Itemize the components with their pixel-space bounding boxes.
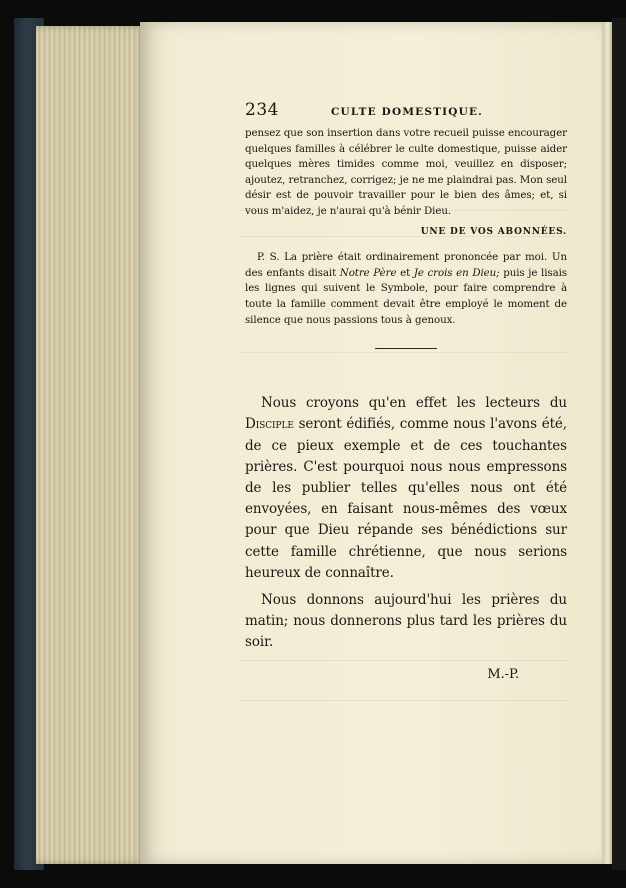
bleed-through-line <box>240 700 570 701</box>
editorial-paragraph-2: Nous donnons aujourd'hui les prières du matin; nous donnerons plus tard les prières du soir. <box>245 591 567 651</box>
editorial-signature: M.-P. <box>487 666 519 682</box>
running-title: CULTE DOMESTIQUE. <box>330 106 484 118</box>
editorial-text: seront édifiés, comme nous l'avons été, de ce pieux exemple et de ces touchantes prières. C'est pourquoi nous nous empressons de les publier telles qu'elles nous ont été envoyées, en faisant nous-mêmes des vœux pour que Dieu répande ses bénédictions sur cette famille chrétienne, que nous serions heureux de connaître. <box>245 416 567 581</box>
page-edges <box>36 26 146 864</box>
journal-name: Disciple <box>245 416 294 433</box>
page-content <box>245 100 567 685</box>
page-header <box>245 100 567 120</box>
postscript-text: et <box>396 266 414 279</box>
section-divider <box>375 348 437 349</box>
postscript-paragraph <box>245 250 567 328</box>
postscript-text: puis je lisais les lignes qui suivent le Symbole, pour faire comprendre à toute la famille comment devait être employé le moment de silence que nous passions tous à genoux. <box>245 266 567 326</box>
editorial-text: Nous croyons qu'en effet les lecteurs du <box>261 395 567 412</box>
postscript-text: P. S. La prière était ordinairement prononcée par moi. Un des enfants disait <box>245 251 567 279</box>
facing-page-edge <box>602 22 612 864</box>
editorial-paragraph-1 <box>245 393 567 584</box>
postscript-italic-notre-pere: Notre Père <box>339 266 397 279</box>
letter-section <box>245 126 567 328</box>
postscript-italic-je-crois: Je crois en Dieu; <box>413 266 500 279</box>
page-number: 234 <box>245 100 279 120</box>
letter-paragraph: pensez que son insertion dans votre recueil puisse encourager quelques familles à célébrer le culte domestique, puisse aider quelques mères timides comme moi, veuillez en disposer; ajoutez, retranchez, corrigez; je ne me plaindrai pas. Mon seul désir est de pouvoir travailler pour le bien des âmes; et, si vous m'aidez, je n'aurai qu'à bénir Dieu. <box>245 127 567 217</box>
editorial-section <box>245 393 567 685</box>
book-cover-right <box>612 18 626 870</box>
letter-signature: UNE DE VOS ABONNÉES. <box>420 226 567 237</box>
